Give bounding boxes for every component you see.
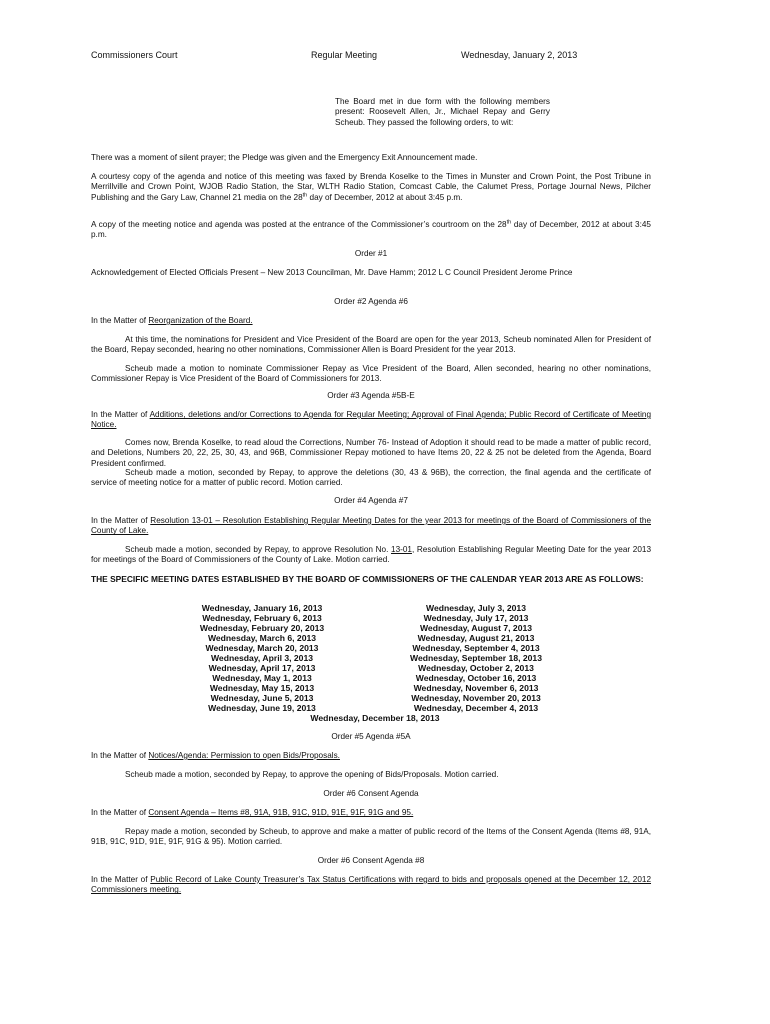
order-6-title: Order #6 Consent Agenda [323,789,419,798]
dates-list-right [396,603,556,713]
list-item: Wednesday, May 15, 2013 [209,683,315,693]
order-6-paragraph-1: Repay made a motion, seconded by Scheub, to approve and make a matter of public record of the Items of the Consent Agenda (Items #8, 91A, 91B, 91C, 91D, 91E, 91F, 91G & 95). Motion carried. [91,827,651,847]
order-2-matter: In the Matter of Reorganization of the Board. [91,316,253,325]
order-2-paragraph-2: Scheub made a motion to nominate Commissioner Repay as Vice President of the Board, Allen seconded, hearing no other nominations, Commissioner Repay is Vice President of the Board of Commissioners for 2013. [91,364,651,384]
list-item: Wednesday, June 5, 2013 [210,693,314,703]
order-6b-matter-subject: Public Record of Lake County Treasurer’s Tax Status Certifications with regard to bids and proposals opened at the December 12, 2012 Commissioners meeting. [91,875,652,895]
dates-last: Wednesday, December 18, 2013 [310,713,440,723]
order-3-matter-subject: Additions, deletions and/or Corrections to Agenda for Regular Meeting; Approval of Final Agenda; Public Record of Certificate of Meeting Notice. [91,410,652,430]
list-item: Wednesday, March 6, 2013 [207,633,317,643]
order-1-text: Acknowledgement of Elected Officials Present – New 2013 Councilman, Mr. Dave Hamm; 2012 L C Council President Jerome Prince [91,268,573,277]
header-meeting-type: Regular Meeting [311,50,378,60]
order-5-paragraph-1: Scheub made a motion, seconded by Repay, to approve the opening of Bids/Proposals. Motion carried. [125,770,499,779]
list-item: Wednesday, December 4, 2013 [413,703,539,713]
order-5-matter: In the Matter of Notices/Agenda: Permission to open Bids/Proposals. [91,751,340,760]
dates-heading: THE SPECIFIC MEETING DATES ESTABLISHED BY THE BOARD OF COMMISSIONERS OF THE CALENDAR YEAR 2013 ARE AS FOLLOWS: [91,574,644,584]
list-item: Wednesday, June 19, 2013 [208,703,316,713]
order-6b-title: Order #6 Consent Agenda #8 [317,856,425,865]
list-item: Wednesday, September 18, 2013 [410,653,542,663]
order-2-title: Order #2 Agenda #6 [334,297,408,306]
list-item: Wednesday, October 2, 2013 [418,663,534,673]
order-3-paragraph-1: Comes now, Brenda Koselke, to read aloud the Corrections, Number 76- Instead of Adoption it should read to be made a matter of public record, and Deletions, Numbers 20, 22, 25, 30, 43, and 96B, Commissioner Repay motioned to have Items 20, 22 & 25 not be deleted from the Agenda, Board President confirmed. [91,438,651,468]
paragraph-prayer: There was a moment of silent prayer; the Pledge was given and the Emergency Exit Announcement made. [91,153,478,162]
paragraph-posted-notice: A copy of the meeting notice and agenda was posted at the entrance of the Commissioner’s courtroom on the 28th day of December, 2012 at about 3:45 p.m. [91,219,651,240]
list-item: Wednesday, March 20, 2013 [205,643,319,653]
list-item: Wednesday, November 6, 2013 [413,683,539,693]
paragraph-courtesy-copy: A courtesy copy of the agenda and notice of this meeting was faxed by Brenda Koselke to the Times in Munster and Crown Point, the Post Tribune in Merrillville and Crown Point, WJOB Radio Station, the Star, WLTH Radio Station, Comcast Cable, the Calumet Press, Portage Journal News, Pilcher Publishing and the Gary Law, Channel 21 media on the 28th day of December, 2012 at about 3:45 p.m. [91,172,651,202]
list-item: Wednesday, September 4, 2013 [412,643,540,653]
order-4-paragraph-1: Scheub made a motion, seconded by Repay, to approve Resolution No. 13-01, Resolution Establishing Regular Meeting Date for the year 2013 for meetings of the Board of Commissioners of the County of Lake. Motion carried. [91,545,651,565]
list-item: Wednesday, February 20, 2013 [199,623,325,633]
list-item: Wednesday, August 21, 2013 [417,633,535,643]
dates-list-left [186,603,338,713]
header-date: Wednesday, January 2, 2013 [461,50,578,60]
order-1-title: Order #1 [354,249,388,258]
order-5-matter-subject: Notices/Agenda: Permission to open Bids/Proposals. [148,751,340,760]
list-item: Wednesday, November 20, 2013 [411,693,541,703]
list-item: Wednesday, July 17, 2013 [423,613,529,623]
order-3-paragraph-2: Scheub made a motion, seconded by Repay, to approve the deletions (30, 43 & 96B), the correction, the final agenda and the certificate of service of meeting notice for a matter of public record. Motion carried. [91,468,651,488]
order-6-matter-subject: Consent Agenda – Items #8, 91A, 91B, 91C, 91D, 91E, 91F, 91G and 95. [148,808,414,817]
list-item: Wednesday, January 16, 2013 [201,603,323,613]
order-2-paragraph-1: At this time, the nominations for President and Vice President of the Board are open for the year 2013, Scheub nominated Allen for President of the Board, Repay seconded, hearing no other nominations, Commissioner Allen is Board President for the year 2013. [91,335,651,355]
intro-block: The Board met in due form with the following members present: Roosevelt Allen, Jr., Michael Repay and Gerry Scheub. They passed the following orders, to wit: [335,97,550,127]
list-item: Wednesday, April 3, 2013 [210,653,314,663]
list-item: Wednesday, April 17, 2013 [208,663,316,673]
list-item: Wednesday, July 3, 2013 [426,603,526,613]
list-item: Wednesday, May 1, 2013 [212,673,312,683]
order-4-matter: In the Matter of Resolution 13-01 – Resolution Establishing Regular Meeting Dates for the year 2013 for meetings of the Board of Commissioners of the County of Lake. [91,516,652,536]
order-3-matter: In the Matter of Additions, deletions and/or Corrections to Agenda for Regular Meeting; Approval of Final Agenda; Public Record of Certificate of Meeting Notice. [91,410,652,430]
order-3-title: Order #3 Agenda #5B-E [327,391,415,400]
header-court: Commissioners Court [91,50,178,60]
order-5-title: Order #5 Agenda #5A [331,732,411,741]
list-item: Wednesday, August 7, 2013 [419,623,533,633]
list-item: Wednesday, February 6, 2013 [202,613,322,623]
order-6-matter: In the Matter of Consent Agenda – Items #8, 91A, 91B, 91C, 91D, 91E, 91F, 91G and 95. [91,808,414,817]
order-6b-matter: In the Matter of Public Record of Lake County Treasurer’s Tax Status Certifications with regard to bids and proposals opened at the December 12, 2012 Commissioners meeting. [91,875,652,895]
order-4-title: Order #4 Agenda #7 [334,496,408,505]
resolution-13-01-link: 13-01 [391,545,412,554]
order-4-matter-subject: Resolution 13-01 – Resolution Establishing Regular Meeting Dates for the year 2013 for meetings of the Board of Commissioners of the County of Lake. [91,516,652,536]
order-2-matter-subject: Reorganization of the Board. [148,316,253,325]
list-item: Wednesday, October 16, 2013 [415,673,537,683]
